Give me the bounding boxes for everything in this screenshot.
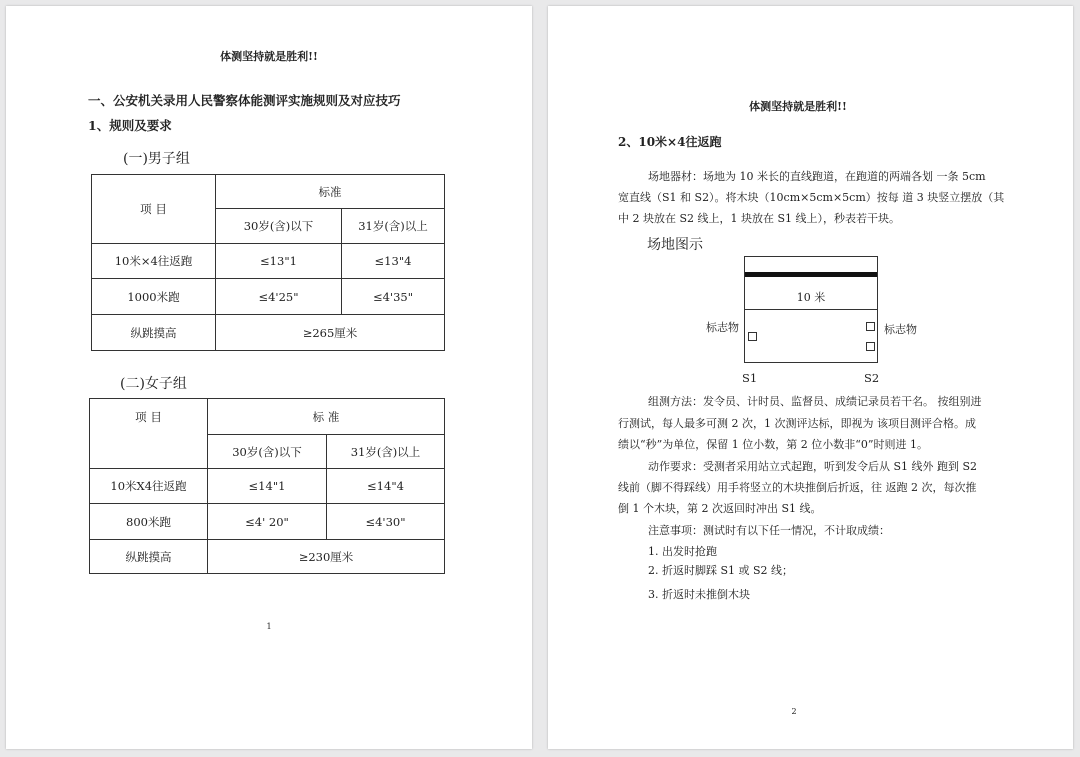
page-header: 体测坚持就是胜利!!: [749, 100, 847, 113]
table-cell-item: 纵跳摸高: [92, 315, 216, 351]
paragraph-line: 线前（脚不得踩线）用手将竖立的木块推倒后折返，往 返跑 2 次，每次推: [618, 481, 977, 494]
paragraph-line: 中 2 块放在 S2 线上，1 块放在 S1 线上），秒表若干块。: [618, 212, 901, 225]
table-header-age2: 31岁(含)以上: [342, 209, 445, 244]
table-cell-item: 纵跳摸高: [90, 540, 208, 574]
track-thick-line: [745, 272, 877, 277]
table-cell-item: 800米跑: [90, 504, 208, 540]
marker-block-s2-a: [866, 322, 875, 331]
table-cell-value: ≤4'25": [216, 279, 342, 315]
paragraph-line: 倒 1 个木块，第 2 次返回时冲出 S1 线。: [618, 502, 822, 515]
table-cell-item: 10米×4往返跑: [92, 244, 216, 279]
note-item: 2. 折返时脚踩 S1 或 S2 线；: [648, 564, 794, 577]
section-title: 2、10米×4往返跑: [618, 135, 722, 149]
table-header-standard: 标 准: [208, 399, 445, 435]
paragraph-line: 动作要求：受测者采用站立式起跑，听到发令后从 S1 线外 跑到 S2: [648, 460, 978, 473]
male-group-title: (一)男子组: [123, 151, 190, 167]
table-row: [90, 504, 445, 540]
table-row: [92, 244, 445, 279]
distance-label: 10 米: [796, 291, 826, 304]
table-cell-value: ≥265厘米: [216, 315, 445, 351]
section-title: 一、公安机关录用人民警察体能测评实施规则及对应技巧: [88, 93, 401, 108]
table-header-age2: 31岁(含)以上: [327, 435, 445, 469]
table-cell-value: ≤4' 20": [208, 504, 327, 540]
male-standards-table: [91, 174, 445, 351]
table-cell-value: ≤14"4: [327, 469, 445, 504]
note-item: 1. 出发时抢跑: [648, 545, 717, 558]
subsection-title: 1、规则及要求: [88, 118, 172, 133]
page-number: 1: [266, 622, 272, 631]
table-cell-value: ≤14"1: [208, 469, 327, 504]
female-group-title: (二)女子组: [120, 376, 187, 392]
table-header-standard: 标准: [216, 175, 445, 209]
document-page-2: [548, 6, 1073, 749]
marker-block-s1: [748, 332, 757, 341]
table-row: [90, 469, 445, 504]
paragraph-line: 宽直线（S1 和 S2）。将木块（10cm×5cm×5cm）按每 道 3 块竖立摆放（其: [618, 191, 1005, 204]
page-number: 2: [791, 707, 797, 716]
field-diagram: [744, 256, 878, 363]
marker-label-right: 标志物: [884, 323, 917, 336]
document-page-1: [6, 6, 532, 749]
notes-title: 注意事项：测试时有以下任一情况，不计取成绩：: [648, 524, 890, 537]
diagram-title: 场地图示: [647, 237, 703, 253]
page-header: 体测坚持就是胜利!!: [220, 50, 318, 63]
marker-block-s2-b: [866, 342, 875, 351]
paragraph-line: 场地器材：场地为 10 米长的直线跑道，在跑道的两端各划 一条 5cm: [648, 170, 986, 183]
marker-label-left: 标志物: [706, 321, 739, 334]
paragraph-line: 绩以“秒”为单位，保留 1 位小数，第 2 位小数非“0”时则进 1。: [618, 438, 928, 451]
table-cell-value: ≤4'30": [327, 504, 445, 540]
paragraph-line: 行测试，每人最多可测 2 次，1 次测评达标，即视为 该项目测评合格。成: [618, 417, 976, 430]
table-cell-value: ≤4'35": [342, 279, 445, 315]
paragraph-line: 组测方法：发令员、计时员、监督员、成绩记录员若干名。 按组别进: [648, 395, 982, 408]
table-cell-value: ≤13"1: [216, 244, 342, 279]
table-header-item: 项 目: [92, 175, 216, 244]
table-cell-value: ≥230厘米: [208, 540, 445, 574]
table-header-age1: 30岁(含)以下: [216, 209, 342, 244]
note-item: 3. 折返时未推倒木块: [648, 588, 750, 601]
line-label-s2: S2: [864, 371, 880, 385]
table-row: [92, 315, 445, 351]
track-divider: [745, 309, 877, 310]
table-cell-value: ≤13"4: [342, 244, 445, 279]
table-cell-item: 10米X4往返跑: [90, 469, 208, 504]
table-row: [90, 540, 445, 574]
table-header-item: 项 目: [90, 399, 208, 469]
table-cell-item: 1000米跑: [92, 279, 216, 315]
table-header-age1: 30岁(含)以下: [208, 435, 327, 469]
line-label-s1: S1: [742, 371, 758, 385]
table-row: [92, 279, 445, 315]
female-standards-table: [89, 398, 445, 574]
